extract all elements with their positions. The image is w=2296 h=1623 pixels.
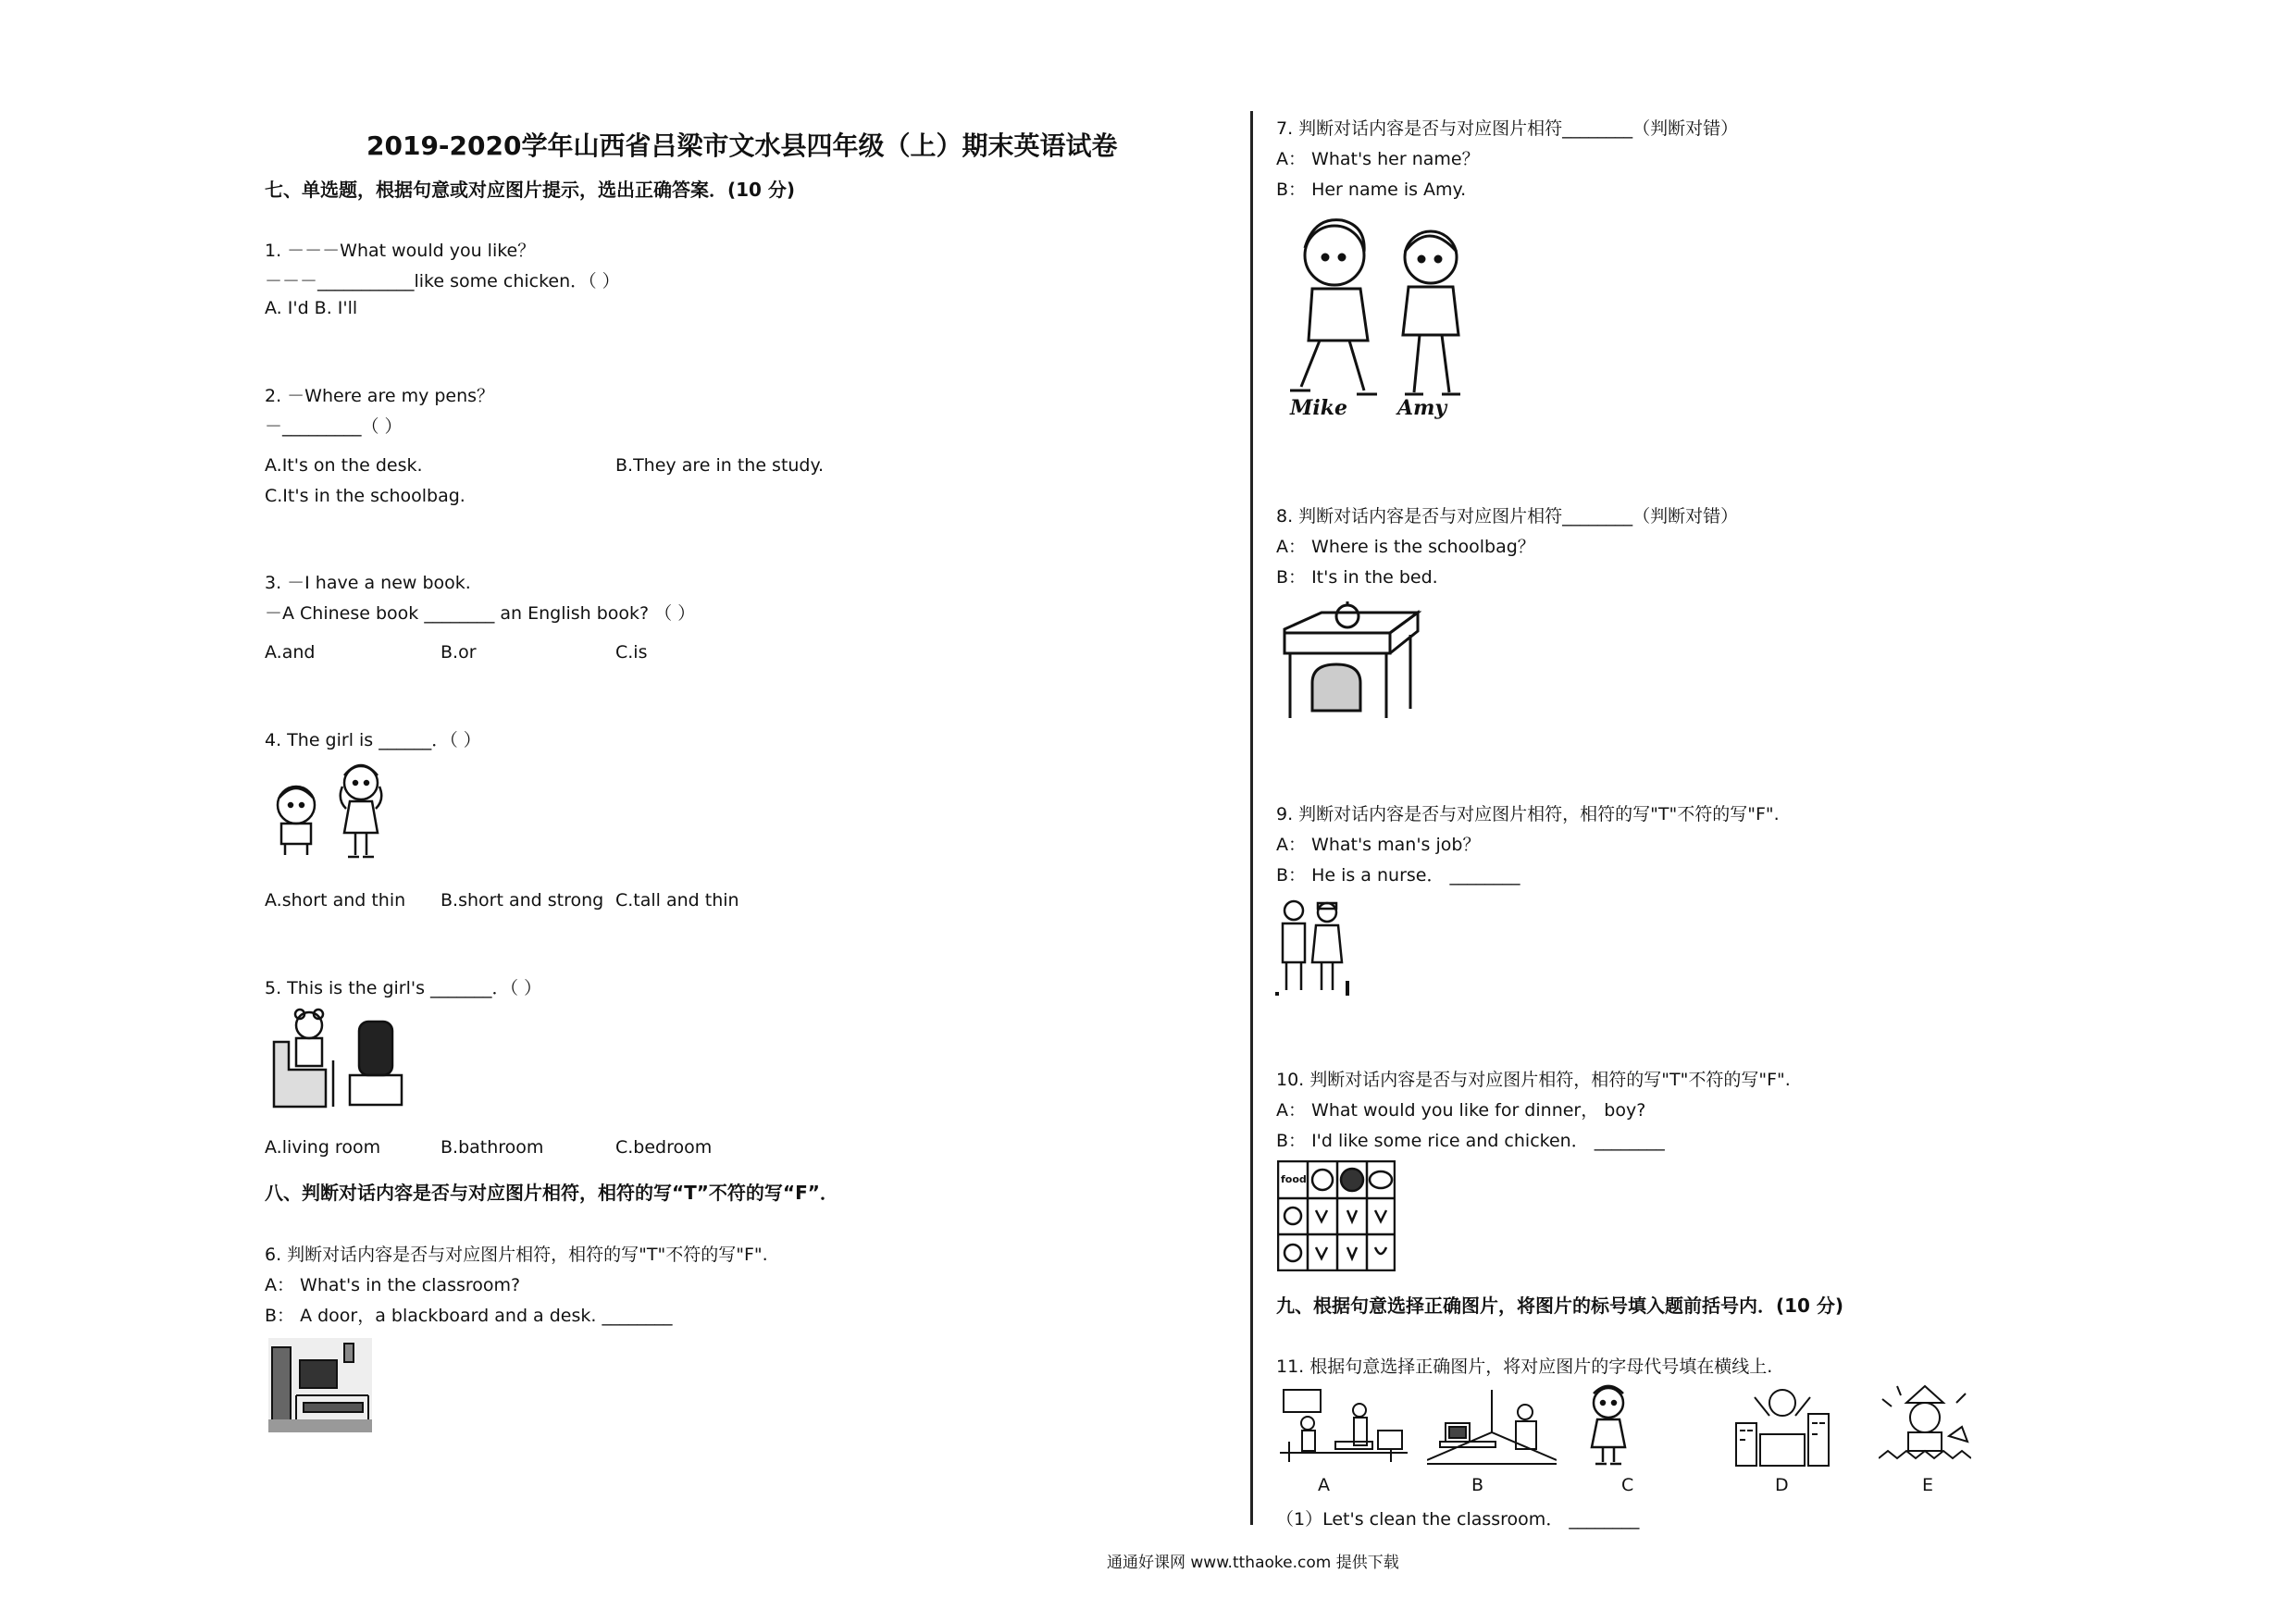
- q2-line1: 2. －Where are my pens？: [265, 386, 495, 406]
- q6-line-b: B： A door，a blackboard and a desk. ________: [265, 1306, 673, 1326]
- q9-man-nurse-image: [1273, 896, 1351, 996]
- q6-line1: 6. 判断对话内容是否与对应图片相符，相符的写"T"不符的写"F".: [265, 1245, 768, 1265]
- q3-option-a: A.and: [265, 642, 316, 663]
- q5-room-image: [268, 1005, 407, 1114]
- q8-line-b: B： It's in the bed.: [1276, 567, 1438, 588]
- q2-option-a: A.It's on the desk.: [265, 455, 423, 476]
- q11-sub1: （1）Let's clean the classroom． ________: [1276, 1509, 1640, 1530]
- q2-option-b: B.They are in the study.: [615, 455, 825, 476]
- q5-option-b: B.bathroom: [441, 1137, 544, 1158]
- q10-line-b: B： I'd like some rice and chicken． ________: [1276, 1131, 1665, 1151]
- q4-line1: 4. The girl is ______．（ ）: [265, 730, 481, 750]
- q11-letter-c: C: [1621, 1475, 1634, 1495]
- q4-option-c: C.tall and thin: [615, 890, 739, 911]
- q6-line-a: A： What's in the classroom?: [265, 1275, 521, 1295]
- q8-line-a: A： Where is the schoolbag？: [1276, 537, 1535, 557]
- q3-line2: －A Chinese book ________ an English book? （ ）: [265, 603, 696, 624]
- amy-label: Amy: [1397, 396, 1447, 420]
- q7-line-a: A： What's her name？: [1276, 149, 1480, 169]
- q11-picture-c: [1581, 1382, 1636, 1468]
- q9-line-b: B： He is a nurse． ________: [1276, 865, 1520, 886]
- q10-line-a: A： What would you like for dinner， boy?: [1276, 1100, 1646, 1121]
- section-7-heading: 七、单选题，根据句意或对应图片提示，选出正确答案．(10 分): [265, 179, 796, 201]
- q7-line1: 7. 判断对话内容是否与对应图片相符________（判断对错）: [1276, 118, 1739, 139]
- mike-label: Mike: [1290, 396, 1347, 420]
- q9-line-a: A： What's man's job？: [1276, 835, 1481, 855]
- q11-letter-b: B: [1471, 1475, 1484, 1495]
- q11-line1: 11. 根据句意选择正确图片，将对应图片的字母代号填在横线上.: [1276, 1357, 1773, 1377]
- q1-line2: －－－___________like some chicken．（ ）: [265, 271, 620, 291]
- q5-option-c: C.bedroom: [615, 1137, 713, 1158]
- q1-options: A. I'd B. I'll: [265, 298, 358, 318]
- q6-classroom-image: [268, 1338, 372, 1432]
- q11-picture-a: [1280, 1386, 1408, 1469]
- q11-picture-d: [1732, 1382, 1832, 1469]
- column-divider: [1250, 111, 1253, 1525]
- q3-option-b: B.or: [441, 642, 477, 663]
- q11-letter-e: E: [1922, 1475, 1934, 1495]
- q4-option-b: B.short and strong: [441, 890, 604, 911]
- q11-picture-b: [1427, 1386, 1557, 1469]
- q4-option-a: A.short and thin: [265, 890, 406, 911]
- q11-letter-d: D: [1775, 1475, 1789, 1495]
- q7-line-b: B： Her name is Amy.: [1276, 180, 1467, 200]
- q9-line1: 9. 判断对话内容是否与对应图片相符，相符的写"T"不符的写"F".: [1276, 804, 1780, 824]
- q5-option-a: A.living room: [265, 1137, 381, 1158]
- page-footer: 通通好课网 www.tthaoke.com 提供下载: [1107, 1554, 1399, 1572]
- q7-mike-amy-image: [1283, 215, 1488, 424]
- q8-desk-schoolbag-image: [1281, 601, 1421, 724]
- q10-line1: 10. 判断对话内容是否与对应图片相符，相符的写"T"不符的写"F".: [1276, 1070, 1791, 1090]
- q8-line1: 8. 判断对话内容是否与对应图片相符________（判断对错）: [1276, 506, 1739, 527]
- q3-option-c: C.is: [615, 642, 648, 663]
- q2-line2: －_________（ ）: [265, 416, 403, 437]
- food-label: food: [1281, 1173, 1307, 1185]
- q5-line1: 5. This is the girl's _______．（ ）: [265, 978, 542, 998]
- section-9-heading: 九、根据句意选择正确图片，将图片的标号填入题前括号内．(10 分): [1276, 1295, 1844, 1317]
- section-8-heading: 八、判断对话内容是否与对应图片相符，相符的写“T”不符的写“F”．: [265, 1182, 838, 1204]
- q1-line1: 1. －－－What would you like？: [265, 241, 536, 261]
- q4-boy-girl-image: [265, 757, 399, 866]
- page-title: 2019-2020学年山西省吕梁市文水县四年级（上）期末英语试卷: [366, 130, 1118, 161]
- q11-picture-e: [1879, 1381, 1971, 1469]
- q10-food-grid-image: [1277, 1160, 1396, 1271]
- q3-line1: 3. －I have a new book.: [265, 573, 471, 593]
- q2-option-c: C.It's in the schoolbag.: [265, 486, 465, 506]
- q11-letter-a: A: [1318, 1475, 1330, 1495]
